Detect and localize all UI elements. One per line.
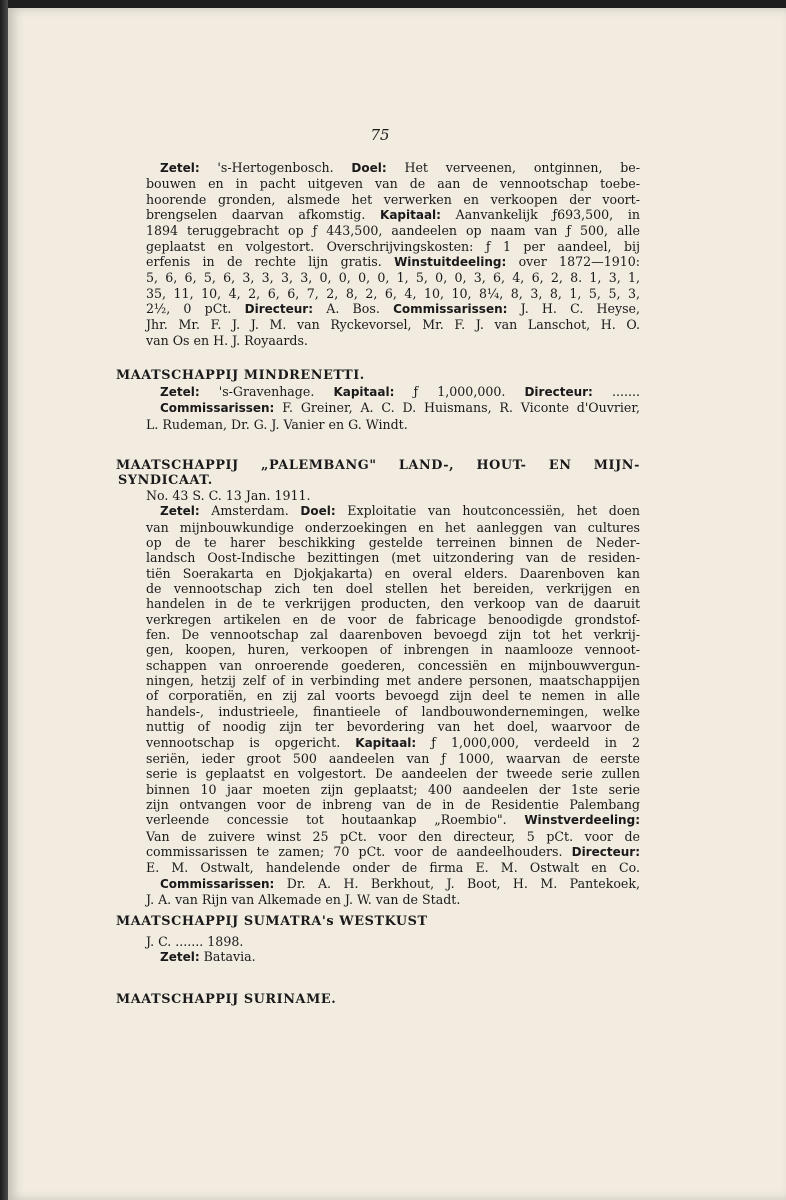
field-text: 35, 11, 10, 4, 2, 6, 6, 7, 2, 8, 2, 6, 4, 10, 10, 8¼, 8, 3, 8, 1, 5, 5, 3, <box>146 285 640 301</box>
field-label: Zetel: <box>160 385 200 399</box>
field-text: ningen, hetzij zelf of in verbinding met andere personen, maatschappijen <box>146 673 640 689</box>
text-line <box>146 596 640 611</box>
field-text: 's-Hertogenbosch. <box>199 160 352 175</box>
field-label: Directeur: <box>244 302 314 317</box>
field-text: Het verveenen, ontginnen, be- <box>386 160 641 175</box>
text-line <box>146 782 640 797</box>
field-label: Kapitaal: <box>333 385 395 399</box>
text-line <box>146 384 640 400</box>
text-line <box>146 892 640 907</box>
text-line <box>146 488 640 503</box>
heading-suriname: MAATSCHAPPIJ SURINAME. <box>116 992 337 1007</box>
field-text: Batavia. <box>199 949 256 965</box>
text-line <box>146 503 640 519</box>
text-line <box>146 520 640 535</box>
field-text: Amsterdam. <box>199 503 301 519</box>
field-text: 2½, 0 pCt. <box>146 301 245 317</box>
field-label: Doel: <box>300 504 336 519</box>
heading-mindrenetti: MAATSCHAPPIJ MINDRENETTI. <box>116 368 365 383</box>
field-label: Winstverdeeling: <box>524 813 640 828</box>
text-line <box>146 627 640 642</box>
field-text: ƒ 1,000,000, verdeeld in 2 <box>416 734 640 750</box>
field-text: brengselen daarvan afkomstig. <box>146 207 381 223</box>
field-text: van mijnbouwkundige onderzoekingen en het aanleggen van cultures <box>146 519 640 535</box>
field-text: verkregen artikelen en de voor de fabricage benoodigde grondstof- <box>146 611 640 627</box>
field-text: 's-Gravenhage. <box>199 384 334 399</box>
text-line <box>146 286 640 301</box>
text-line <box>146 860 640 875</box>
field-text: Exploitatie van houtconcessiën, het doen <box>335 503 640 519</box>
field-text: verleende concessie tot houtaankap „Roembio". <box>146 812 525 828</box>
field-text: of corporatiën, en zij zal voorts bevoegd zijn deel te nemen in alle <box>146 688 640 704</box>
field-text: landsch Oost-Indische bezittingen (met uitzondering van de residen- <box>146 550 640 566</box>
field-label: Zetel: <box>160 161 200 175</box>
field-label: Directeur: <box>571 844 640 859</box>
field-text: fen. De vennootschap zal daarenboven bevoegd zijn tot het verkrij- <box>146 627 640 643</box>
field-text: erfenis in de rechte lijn gratis. <box>146 254 395 270</box>
scan-top-border <box>0 0 786 8</box>
text-line <box>146 160 640 176</box>
page-number: 75 <box>370 126 390 144</box>
field-text: L. Rudeman, Dr. G. J. Vanier en G. Windt. <box>146 416 408 432</box>
field-text: op de te harer beschikking gestelde terreinen binnen de Neder- <box>146 535 640 551</box>
text-line <box>146 566 640 581</box>
text-line <box>146 642 640 657</box>
field-text: geplaatst en volgestort. Overschrijvingskosten: ƒ 1 per aandeel, bij <box>146 238 640 254</box>
field-text: binnen 10 jaar moeten zijn geplaatst; 400 aandeelen der 1ste serie <box>146 781 640 797</box>
book-spine-edge <box>0 0 8 1200</box>
field-text: ƒ 1,000,000. <box>394 384 525 399</box>
field-label: Doel: <box>351 161 387 175</box>
field-label: Winstuitdeeling: <box>394 255 507 270</box>
field-text: handelen in de te verkrijgen producten, den verkoop van de daaruit <box>146 596 640 612</box>
entry-hertogenbosch <box>146 160 640 348</box>
entry-sumatra <box>146 934 640 966</box>
text-line <box>146 239 640 254</box>
text-line <box>146 581 640 596</box>
field-text: hoorende gronden, alsmede het verwerken en verkoopen der voort- <box>146 191 640 207</box>
text-line <box>146 844 640 860</box>
text-line <box>146 612 640 627</box>
field-text: 1894 teruggebracht op ƒ 443,500, aandeelen op naam van ƒ 500, alle <box>146 223 640 239</box>
field-text: over 1872—1910: <box>506 254 640 270</box>
field-text: serie is geplaatst en volgestort. De aandeelen der tweede serie zullen <box>146 766 640 782</box>
field-label: Commissarissen: <box>393 302 508 317</box>
field-text: vennootschap is opgericht. <box>146 734 356 750</box>
field-text: 5, 6, 6, 5, 6, 3, 3, 3, 3, 0, 0, 0, 0, 1, 5, 0, 0, 3, 6, 4, 6, 2, 8. 1, 3, 1, <box>146 270 640 286</box>
text-line <box>146 400 640 416</box>
text-line <box>146 797 640 812</box>
entry-mindrenetti <box>146 384 640 432</box>
text-line <box>146 535 640 550</box>
field-label: Commissarissen: <box>160 876 275 891</box>
text-line <box>146 223 640 238</box>
field-label: Commissarissen: <box>160 401 275 416</box>
heading-palembang-line1: MAATSCHAPPIJ „PALEMBANG" LAND-, HOUT- EN MIJN- <box>116 458 640 473</box>
field-text: E. M. Ostwalt, handelende onder de firma E. M. Ostwalt en Co. <box>146 860 640 876</box>
field-label: Directeur: <box>524 385 593 399</box>
text-line <box>146 301 640 317</box>
field-text: gen, koopen, huren, verkoopen of inbrengen in naamlooze vennoot- <box>146 642 640 658</box>
text-line <box>146 417 640 432</box>
text-line <box>146 751 640 766</box>
field-text: No. 43 S. C. 13 Jan. 1911. <box>146 488 311 503</box>
text-line <box>146 829 640 844</box>
text-line <box>146 658 640 673</box>
text-line <box>146 673 640 688</box>
heading-palembang <box>116 458 640 488</box>
text-line <box>146 934 640 949</box>
text-line <box>146 735 640 751</box>
text-line <box>146 333 640 348</box>
text-line <box>146 688 640 703</box>
field-text: zijn ontvangen voor de inbreng van de in de Residentie Palembang <box>146 796 640 812</box>
text-line <box>146 550 640 565</box>
field-text: Van de zuivere winst 25 pCt. voor den directeur, 5 pCt. voor de <box>146 828 640 844</box>
text-line <box>146 766 640 781</box>
field-text: Jhr. Mr. F. J. J. M. van Ryckevorsel, Mr. F. J. van Lanschot, H. O. <box>146 317 640 333</box>
field-text: J. C. ....... 1898. <box>146 934 244 949</box>
field-text: van Os en H. J. Royaards. <box>146 332 308 348</box>
field-text: commissarissen te zamen; 70 pCt. voor de aandeelhouders. <box>146 843 572 859</box>
field-text: J. H. C. Heyse, <box>507 301 641 317</box>
field-text: schappen van onroerende goederen, concessiën en mijnbouwvergun- <box>146 657 640 673</box>
field-text: nuttig of noodig zijn ter bevordering van het doel, waarvoor de <box>146 719 640 735</box>
field-text: Aanvankelijk ƒ693,500, in <box>440 207 640 223</box>
field-text: F. Greiner, A. C. D. Huismans, R. Viconte d'Ouvrier, <box>274 400 640 416</box>
text-line <box>146 949 640 965</box>
text-line <box>146 719 640 734</box>
entry-palembang <box>146 488 640 907</box>
heading-sumatra: MAATSCHAPPIJ SUMATRA's WESTKUST <box>116 914 428 929</box>
text-line <box>146 270 640 285</box>
text-line <box>146 812 640 828</box>
text-line <box>146 317 640 332</box>
text-line <box>146 176 640 191</box>
field-label: Kapitaal: <box>380 208 441 223</box>
field-text: de vennootschap zich ten doel stellen het bereiden, verkrijgen en <box>146 581 640 597</box>
field-text: ....... <box>592 384 640 399</box>
field-text: A. Bos. <box>313 301 394 317</box>
text-line <box>146 254 640 270</box>
field-text: seriën, ieder groot 500 aandeelen van ƒ 1000, waarvan de eerste <box>146 750 640 766</box>
field-text: Dr. A. H. Berkhout, J. Boot, H. M. Pantekoek, <box>274 875 640 891</box>
text-line <box>146 876 640 892</box>
text-line <box>146 207 640 223</box>
text-line <box>146 192 640 207</box>
field-label: Kapitaal: <box>355 735 417 750</box>
field-text: J. A. van Rijn van Alkemade en J. W. van de Stadt. <box>146 891 461 907</box>
text-line <box>146 704 640 719</box>
field-text: handels-, industrieele, finantieele of landbouwondernemingen, welke <box>146 703 640 719</box>
field-text: bouwen en in pacht uitgeven van de aan de vennootschap toebe- <box>146 176 640 192</box>
field-label: Zetel: <box>160 950 200 965</box>
field-text: tiën Soerakarta en Djokjakarta) en overal elders. Daarenboven kan <box>146 565 640 581</box>
field-label: Zetel: <box>160 504 200 519</box>
heading-palembang-line2: SYNDICAAT. <box>118 473 213 488</box>
